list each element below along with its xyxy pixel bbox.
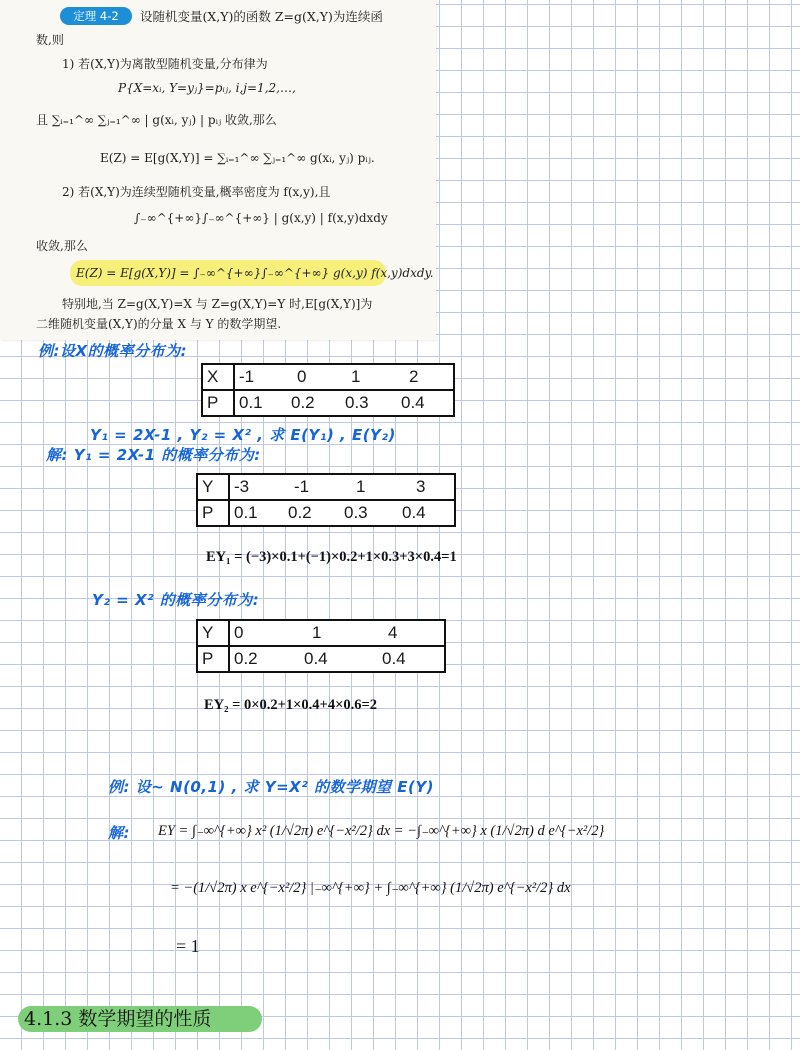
ey2-lhs: EY₂ = (204, 697, 245, 713)
theorem-statement-line2: 数,则 (36, 33, 64, 47)
table-row (197, 646, 445, 672)
value-cell: 1 (351, 367, 361, 386)
case1-formula: E(Z) = E[g(X,Y)] = ∑ᵢ₌₁^∞ ∑ⱼ₌₁^∞ g(xᵢ, yⱼ) pᵢⱼ. (100, 151, 375, 165)
solution2-label: 解: (108, 824, 130, 842)
theorem-statement-line1: 设随机变量(X,Y)的函数 Z=g(X,Y)为连续函 (140, 9, 383, 24)
table-cell: P (202, 390, 234, 416)
value-cell: -1 (239, 367, 255, 386)
table-cell (229, 646, 445, 672)
value-cell: 0.2 (234, 649, 258, 668)
value-cell: 0 (234, 623, 244, 642)
value-cell: 0.3 (345, 393, 369, 412)
case1-condition: 且 ∑ᵢ₌₁^∞ ∑ⱼ₌₁^∞ | g(xᵢ, yⱼ) | pᵢⱼ 收敛,那么 (36, 113, 277, 127)
table-cell (229, 500, 455, 526)
value-cell: 3 (416, 477, 426, 496)
case1-intro: 1) 若(X,Y)为离散型随机变量,分布律为 (62, 57, 268, 71)
y2-distribution-label: Y₂ = X² 的概率分布为: (92, 591, 260, 609)
table-cell: X (202, 364, 234, 390)
value-cell: 0.2 (291, 393, 315, 412)
example1-label: 例:设X的概率分布为: (38, 342, 188, 360)
textbook-excerpt (0, 0, 436, 340)
table-cell (234, 390, 454, 416)
case2-converge: 收敛,那么 (36, 239, 88, 253)
value-cell: 0.2 (288, 503, 312, 522)
ey2-equation (204, 697, 377, 714)
solution-label: 解: Y₁ = 2X-1 的概率分布为: (46, 446, 261, 464)
table-cell: Y (197, 620, 229, 646)
ey1-equation (206, 549, 457, 566)
ey-derivation-line1: EY = ∫₋∞^{+∞} x² (1/√2π) e^{−x²/2} dx = −∫₋∞^{+∞} x (1/√2π) d e^{−x²/2} (158, 823, 605, 839)
value-cell: 0 (297, 367, 307, 386)
special-case-line2: 二维随机变量(X,Y)的分量 X 与 Y 的数学期望. (36, 317, 282, 331)
table-row (202, 364, 454, 390)
section-number: 4.1.3 (24, 1008, 73, 1030)
value-cell: 0.4 (402, 503, 426, 522)
table-row (197, 500, 455, 526)
theorem-badge: 定理 4-2 (60, 7, 132, 25)
ey1-lhs: EY₁ = (206, 549, 247, 565)
section-heading (24, 1007, 211, 1031)
section-title-text: 数学期望的性质 (78, 1008, 212, 1030)
table-row (197, 620, 445, 646)
case2-condition: ∫₋∞^{+∞}∫₋∞^{+∞} | g(x,y) | f(x,y)dxdy (134, 211, 388, 225)
special-case-line1: 特别地,当 Z=g(X,Y)=X 与 Z=g(X,Y)=Y 时,E[g(X,Y)]为 (62, 297, 373, 311)
ey-derivation-line2: = −(1/√2π) x e^{−x²/2} |₋∞^{+∞} + ∫₋∞^{+∞} (1/√2π) e^{−x²/2} dx (170, 880, 571, 896)
x-distribution-table (201, 363, 455, 417)
ey2-rhs: 0×0.2+1×0.4+4×0.6=2 (244, 697, 377, 713)
table-row (202, 390, 454, 416)
case2-intro: 2) 若(X,Y)为连续型随机变量,概率密度为 f(x,y),且 (62, 185, 331, 199)
value-cell: -1 (294, 477, 310, 496)
y2-distribution-table (196, 619, 446, 673)
table-cell (229, 620, 445, 646)
table-cell (229, 474, 455, 500)
y1-distribution-table (196, 473, 456, 527)
case1-distribution-law: P{X=xᵢ, Y=yⱼ}=pᵢⱼ, i,j=1,2,…, (118, 81, 296, 95)
ey-derivation-result: = 1 (176, 936, 200, 956)
value-cell: 1 (356, 477, 366, 496)
table-row (197, 474, 455, 500)
ey1-rhs: (−3)×0.1+(−1)×0.2+1×0.3+3×0.4=1 (246, 549, 457, 565)
value-cell: 2 (409, 367, 419, 386)
value-cell: 1 (312, 623, 322, 642)
task-statement: Y₁ = 2X-1 , Y₂ = X² , 求 E(Y₁) , E(Y₂) (90, 426, 396, 444)
table-cell: P (197, 646, 229, 672)
table-cell: Y (197, 474, 229, 500)
table-cell: P (197, 500, 229, 526)
example2-label: 例: 设~ N(0,1) , 求 Y=X² 的数学期望 E(Y) (108, 778, 435, 796)
value-cell: 0.3 (344, 503, 368, 522)
value-cell: 0.4 (401, 393, 425, 412)
value-cell: 0.1 (239, 393, 263, 412)
case2-formula: E(Z) = E[g(X,Y)] = ∫₋∞^{+∞}∫₋∞^{+∞} g(x,y) f(x,y)dxdy. (76, 266, 434, 280)
value-cell: 0.4 (382, 649, 406, 668)
value-cell: 0.4 (304, 649, 328, 668)
value-cell: -3 (234, 477, 250, 496)
value-cell: 4 (388, 623, 398, 642)
value-cell: 0.1 (234, 503, 258, 522)
table-cell (234, 364, 454, 390)
